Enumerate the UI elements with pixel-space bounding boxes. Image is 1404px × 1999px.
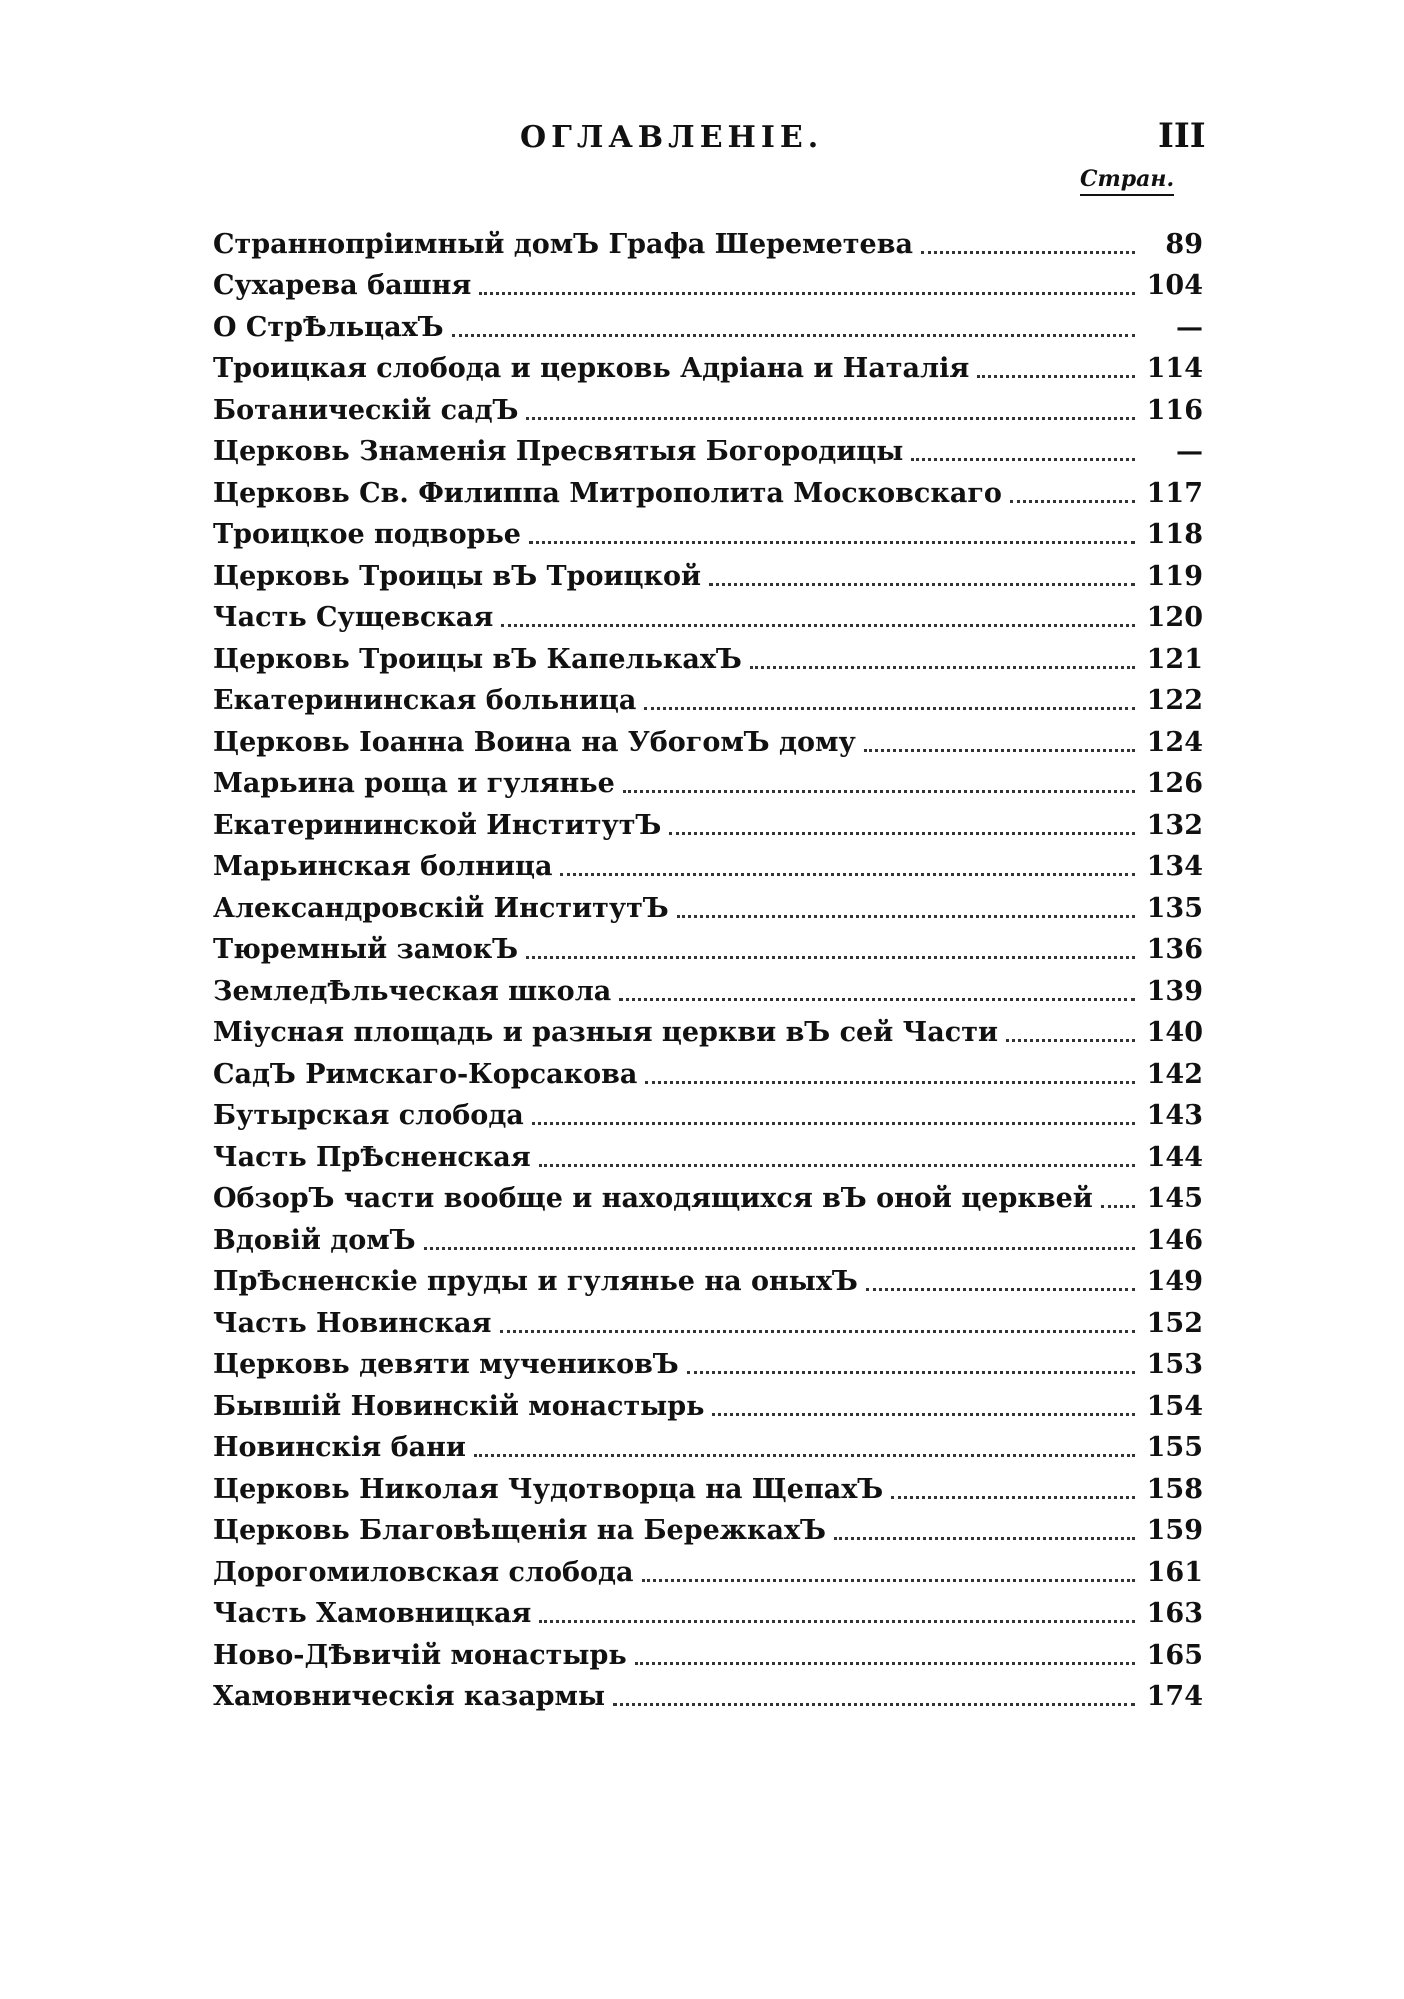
toc-entry-title: Екатерининской ИнститутЪ <box>213 809 662 841</box>
toc-entry-page: 134 <box>1146 851 1203 882</box>
toc-entry-title: Церковь Св. Филиппа Митрополита Московскаго <box>213 477 1002 509</box>
toc-entry <box>213 222 1203 264</box>
toc-entry-title: Церковь Троицы вЪ КапелькахЪ <box>213 643 742 675</box>
toc-entry <box>213 1467 1203 1509</box>
toc-entry <box>213 1301 1203 1343</box>
dot-leader <box>532 1122 1135 1125</box>
dot-leader <box>977 375 1135 378</box>
toc-entry-title: ЗемледѢльческая школа <box>213 975 612 1007</box>
toc-entry-page: 114 <box>1146 353 1203 384</box>
toc-entry-title: ПрѢсненскіе пруды и гулянье на оныхЪ <box>213 1266 858 1297</box>
toc-entry <box>213 305 1203 347</box>
dot-leader <box>613 1703 1135 1706</box>
toc-entry-page: 163 <box>1146 1598 1203 1629</box>
toc-entry-title: Дорогомиловская слобода <box>213 1556 634 1588</box>
dot-leader <box>501 624 1135 627</box>
toc-entry-page: 149 <box>1146 1266 1203 1297</box>
toc-entry-page: 142 <box>1146 1058 1203 1090</box>
toc-entry-title: Часть Хамовницкая <box>213 1598 532 1629</box>
dot-leader <box>539 1164 1135 1167</box>
toc-entry <box>213 1260 1203 1302</box>
toc-entry <box>213 762 1203 804</box>
table-of-contents <box>213 222 1203 1716</box>
toc-entry <box>213 430 1203 472</box>
dot-leader <box>891 1496 1135 1499</box>
toc-entry <box>213 1343 1203 1385</box>
toc-entry-page: 135 <box>1146 892 1203 924</box>
dot-leader <box>1006 1039 1135 1042</box>
toc-entry-page: 104 <box>1146 270 1203 301</box>
toc-entry-page: 152 <box>1146 1307 1203 1339</box>
toc-entry <box>213 388 1203 430</box>
toc-entry <box>213 596 1203 638</box>
dot-leader <box>866 1288 1135 1291</box>
dot-leader <box>750 666 1135 669</box>
toc-entry-title: Новинскія бани <box>213 1432 466 1463</box>
toc-entry <box>213 1675 1203 1717</box>
dot-leader <box>921 251 1135 254</box>
toc-entry <box>213 471 1203 513</box>
toc-entry-title: ОбзорЪ части вообще и находящихся вЪ оной церквей <box>213 1183 1093 1214</box>
toc-entry-page: 161 <box>1146 1556 1203 1588</box>
toc-entry-title: Хамовническія казармы <box>213 1681 606 1712</box>
dot-leader <box>560 873 1135 876</box>
dot-leader <box>669 832 1135 835</box>
toc-entry <box>213 1218 1203 1260</box>
dot-leader <box>712 1413 1135 1416</box>
toc-entry-title: Ботаническій садЪ <box>213 394 519 426</box>
toc-entry-page: 139 <box>1146 975 1203 1007</box>
toc-entry-title: Церковь Іоанна Воина на УбогомЪ дому <box>213 726 856 758</box>
toc-entry-title: Церковь девяти мучениковЪ <box>213 1349 679 1380</box>
toc-entry-page: 119 <box>1146 560 1203 592</box>
toc-entry-page: 121 <box>1146 643 1203 675</box>
toc-entry <box>213 1094 1203 1136</box>
toc-entry-page: 154 <box>1146 1390 1203 1422</box>
dot-leader <box>709 583 1135 586</box>
toc-entry-title: Сухарева башня <box>213 270 472 301</box>
toc-entry-title: Церковь Николая Чудотворца на ЩепахЪ <box>213 1473 884 1505</box>
dot-leader <box>644 707 1135 710</box>
toc-entry-page: 158 <box>1146 1473 1203 1505</box>
dot-leader <box>864 749 1135 752</box>
toc-entry <box>213 886 1203 928</box>
toc-entry-title: Ново-ДѢвичій монастырь <box>213 1639 627 1671</box>
toc-entry <box>213 969 1203 1011</box>
toc-entry <box>213 803 1203 845</box>
toc-entry-page: 174 <box>1146 1681 1203 1712</box>
toc-entry-page: 136 <box>1146 934 1203 965</box>
toc-entry <box>213 928 1203 970</box>
dot-leader <box>452 334 1135 337</box>
toc-entry-page: 118 <box>1146 519 1203 550</box>
dot-leader <box>529 541 1135 544</box>
toc-entry-title: Часть ПрѢсненская <box>213 1141 531 1173</box>
toc-entry-title: Марьина роща и гулянье <box>213 768 615 799</box>
dot-leader <box>424 1247 1135 1250</box>
toc-entry <box>213 637 1203 679</box>
toc-entry-page: 165 <box>1146 1639 1203 1671</box>
toc-entry-title: Тюремный замокЪ <box>213 934 519 965</box>
dot-leader <box>1101 1205 1135 1208</box>
toc-entry-page: 144 <box>1146 1141 1203 1173</box>
dot-leader <box>526 417 1135 420</box>
toc-entry-title: Часть Новинская <box>213 1307 492 1339</box>
toc-entry-page: 126 <box>1146 768 1203 799</box>
toc-entry <box>213 347 1203 389</box>
toc-entry <box>213 1011 1203 1053</box>
dot-leader <box>834 1537 1135 1540</box>
toc-entry-title: Екатерининская больница <box>213 685 637 716</box>
toc-entry-title: СадЪ Римскаго-Корсакова <box>213 1058 638 1090</box>
toc-entry-page: 132 <box>1146 809 1203 841</box>
dot-leader <box>500 1330 1136 1333</box>
toc-entry <box>213 1633 1203 1675</box>
dot-leader <box>687 1371 1135 1374</box>
toc-entry-title: Міусная площадь и разныя церкви вЪ сей Части <box>213 1017 998 1048</box>
dot-leader <box>526 956 1135 959</box>
toc-entry-page: 116 <box>1146 394 1203 426</box>
toc-entry <box>213 845 1203 887</box>
toc-entry-title: Вдовій домЪ <box>213 1224 416 1256</box>
dot-leader <box>635 1662 1135 1665</box>
toc-entry-title: Часть Сущевская <box>213 602 494 633</box>
page-number: III <box>1158 116 1206 156</box>
toc-entry <box>213 1592 1203 1634</box>
dot-leader <box>911 458 1135 461</box>
dot-leader <box>539 1620 1135 1623</box>
toc-entry-title: Марьинская болница <box>213 851 553 882</box>
toc-entry <box>213 1550 1203 1592</box>
toc-entry-page: — <box>1176 436 1203 467</box>
toc-entry <box>213 1509 1203 1551</box>
toc-entry <box>213 513 1203 555</box>
toc-entry-title: Церковь Знаменія Пресвятыя Богородицы <box>213 436 904 467</box>
toc-entry <box>213 1177 1203 1219</box>
toc-entry-page: 146 <box>1146 1224 1203 1256</box>
toc-entry-page: 153 <box>1146 1349 1203 1380</box>
dot-leader <box>474 1454 1135 1457</box>
toc-entry-title: Бывшій Новинскій монастырь <box>213 1390 705 1422</box>
toc-entry <box>213 1052 1203 1094</box>
toc-entry-title: Церковь Благовѣщенія на БережкахЪ <box>213 1515 826 1546</box>
toc-entry <box>213 679 1203 721</box>
toc-entry-page: 145 <box>1146 1183 1203 1214</box>
toc-entry-title: О СтрѢльцахЪ <box>213 311 444 343</box>
toc-entry-page: 120 <box>1146 602 1203 633</box>
toc-entry-page: 143 <box>1146 1100 1203 1131</box>
toc-entry-page: 159 <box>1146 1515 1203 1546</box>
toc-entry <box>213 1426 1203 1468</box>
toc-entry-title: Страннопріимный домЪ Графа Шереметева <box>213 228 913 260</box>
toc-entry-title: Троицкая слобода и церковь Адріана и Наталія <box>213 353 970 384</box>
toc-entry <box>213 554 1203 596</box>
dot-leader <box>619 998 1135 1001</box>
toc-entry <box>213 264 1203 306</box>
toc-entry-title: Троицкое подворье <box>213 519 521 550</box>
toc-entry <box>213 1135 1203 1177</box>
page-title: ОГЛАВЛЕНІЕ. <box>520 120 824 155</box>
dot-leader <box>1010 500 1135 503</box>
toc-entry-page: 140 <box>1146 1017 1203 1048</box>
dot-leader <box>642 1579 1135 1582</box>
dot-leader <box>479 292 1135 295</box>
toc-entry-page: 89 <box>1165 228 1203 260</box>
toc-entry-title: Александровскій ИнститутЪ <box>213 892 669 924</box>
toc-entry-title: Бутырская слобода <box>213 1100 524 1131</box>
toc-entry-page: 155 <box>1146 1432 1203 1463</box>
toc-entry <box>213 720 1203 762</box>
toc-entry <box>213 1384 1203 1426</box>
toc-entry-page: 117 <box>1146 477 1203 509</box>
dot-leader <box>645 1081 1135 1084</box>
toc-entry-page: — <box>1176 311 1203 343</box>
toc-entry-page: 124 <box>1146 726 1203 758</box>
page-column-label: Стран. <box>1080 166 1174 196</box>
dot-leader <box>623 790 1135 793</box>
toc-entry-page: 122 <box>1146 685 1203 716</box>
toc-entry-title: Церковь Троицы вЪ Троицкой <box>213 560 702 592</box>
dot-leader <box>677 915 1135 918</box>
